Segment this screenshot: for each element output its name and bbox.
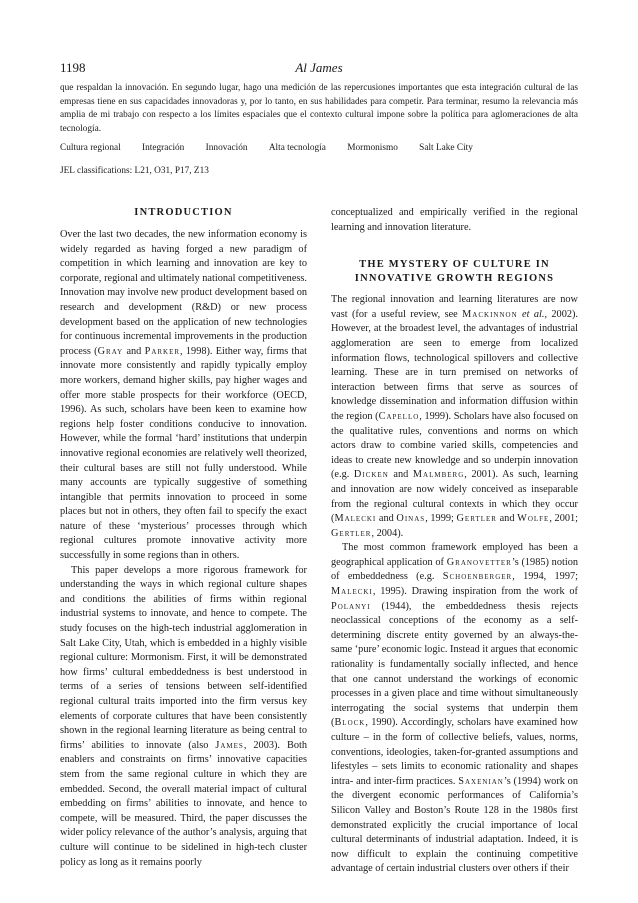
citation: Capello [378,410,420,422]
citation: Mackinnon [462,308,518,320]
section-title-introduction: INTRODUCTION [134,207,233,218]
page-number: 1198 [60,60,86,75]
paragraph: The most common framework employed has been a geographical application of Granovetter’s (1985) notion of embeddedness (e.g. Schoenberger, 1994, 1997; Malecki, 1995). Drawing inspiration from the work of Polanyi (1944), the embeddedness thesis rejects neoclassical conceptions of the economy as a self-determining discrete entity governed by an always-the-same ‘pure’ economic logic. Instead it argues that economic rationality is fundamentally socially inflected, and hence that one cannot understand the workings of economic processes in a given place and time without simultaneously interrogating the social systems that underpin them (Block, 1990). Accordingly, scholars have examined how culture – in the form of collective beliefs, values, norms, conventions, ideologies, taken-for-granted assumptions and lifestyles – sets limits to economic rationality and shapes intra- and inter-firm practices. Saxenian’s (1994) work on the divergent economic performances of California’s Silicon Valley and Boston’s Route 128 in the 1980s first demonstrated explicitly the crucial importance of local cultural determinants of industrial adaptation. Indeed, it is now difficult to explain the continuing competitive advantage of certain industrial clusters over others if their [331,542,578,875]
keyword: Salt Lake City [419,143,473,153]
keyword: Cultura regional [60,143,121,153]
keyword: Innovación [205,143,248,153]
citation: Saxenian [458,775,504,787]
citation: Parker [144,345,181,357]
citation: Block [334,717,366,729]
citation: Polanyi [331,600,371,612]
citation: Gertler [331,527,372,539]
citation: Granovetter [446,556,512,568]
running-head: Al James [295,60,343,75]
paragraph: Over the last two decades, the new information economy is widely regarded as having forged a new paradigm of competition in which learning and innovation are key to corporate, regional and ultimately national competitiveness. Innovation may involve new product development based on research and development (R&D) or new process development based on the application of new technologies for continuous incremental improvements in the production process (Gray and Parker, 1998). Either way, firms that innovate more consistently and rapidly typically employ more workers, demand higher skills, pay higher wages and offer more stable prospects for their workforce (OECD, 1996). As such, scholars have been keen to examine how regions help foster conditions conducive to innovation. However, while the formal ‘hard’ institutions that underpin innovative regional economies are relatively well theorized, their cultural bases are still not fully understood. While many accounts are typically suggestive of something intangible that permits innovation to proceed in some places but not in others, they often fail to specify the exact nature of these ‘mysterious’ processes through which regional cultures promote innovative activity more successfully in some regions than in others. [60,229,307,562]
page-header [60,60,578,76]
citation: Malecki [331,586,373,598]
paragraph: The regional innovation and learning literatures are now vast (for a useful review, see Mackinnon et al., 2002). However, at the broadest level, the advantages of industrial agglomeration are seen to emerge from localized information flows, technological spillovers and collective learning. These are in turn premised on networks of interaction between firms that serve as sources of knowledge dissemination and information diffusion within the region (Capello, 1999). Scholars have also focused on the qualitative rules, conventions and norms on which actors draw to combine varied skills, competencies and ideas to create new knowledge and so underpin innovation (e.g. Dicken and Malmberg, 2001). As such, learning and innovation are now widely conceived as inseparable from the regional cultural contexts in which they occur (Malecki and Oinas, 1999; Gertler and Wolfe, 2001; Gertler, 2004). [331,294,579,539]
paragraph: This paper develops a more rigorous framework for understanding the ways in which regional culture shapes and conditions the abilities of firms within regional industrial systems to innovate, and hence to compete. The study focuses on the high-tech industrial agglomeration in Salt Lake City, Utah, which is embedded in a highly visible regional culture: Mormonism. First, it will be demonstrated how firms’ cultural embeddedness is best understood in terms of a series of tensions between self-identified regional cultural traits imported into the firm versus key elements of corporate cultures that have been consistently shown in the regional learning literature as being central to firms’ abilities to innovate (also James, 2003). Both enablers and constraints on firms’ innovative capacities stem from the same regional culture in which they are embedded. Second, the overall material impact of cultural embedding on firms’ abilities to innovate, and hence to compete, will be measured. Third, the paper discusses the wider policy relevance of the author’s analysis, arguing that culture will continue to be sidelined in high-tech cluster policy as long as it remains poorly [60,564,307,868]
paragraph-continued: conceptualized and empirically verified in the regional learning and innovation literature. [331,207,578,233]
citation: Schoenberger [442,571,513,583]
keyword: Mormonismo [347,143,398,153]
citation: Gray [97,345,124,357]
jel-classifications: JEL classifications: L21, O31, P17, Z13 [60,166,209,176]
keyword: Integración [142,143,185,153]
left-column [60,206,307,870]
citation: Gertler [456,513,497,525]
citation: James [215,739,244,751]
abstract-spanish: que respaldan la innovación. En segundo lugar, hago una medición de las repercusiones importantes que esta integración cultural de las empresas tiene en sus capacidades innovadoras y, por lo tanto, en sus habilidades para competir. Para terminar, resumo la relevancia más amplia de mi trabajo con respecto a los límites espaciales que el contexto cultural impone sobre la política para aglomeraciones de alta tecnología. [60,83,578,134]
section-title-mystery-of-culture: THE MYSTERY OF CULTURE IN INNOVATIVE GROWTH REGIONS [354,259,555,285]
citation: Oinas [396,513,426,525]
citation: Malmberg [412,469,465,481]
keywords [60,141,578,155]
keyword: Alta tecnología [268,143,326,153]
right-column [331,206,578,877]
citation: Malecki [334,513,377,525]
citation: Wolfe [517,513,550,525]
citation: Dicken [353,469,389,481]
